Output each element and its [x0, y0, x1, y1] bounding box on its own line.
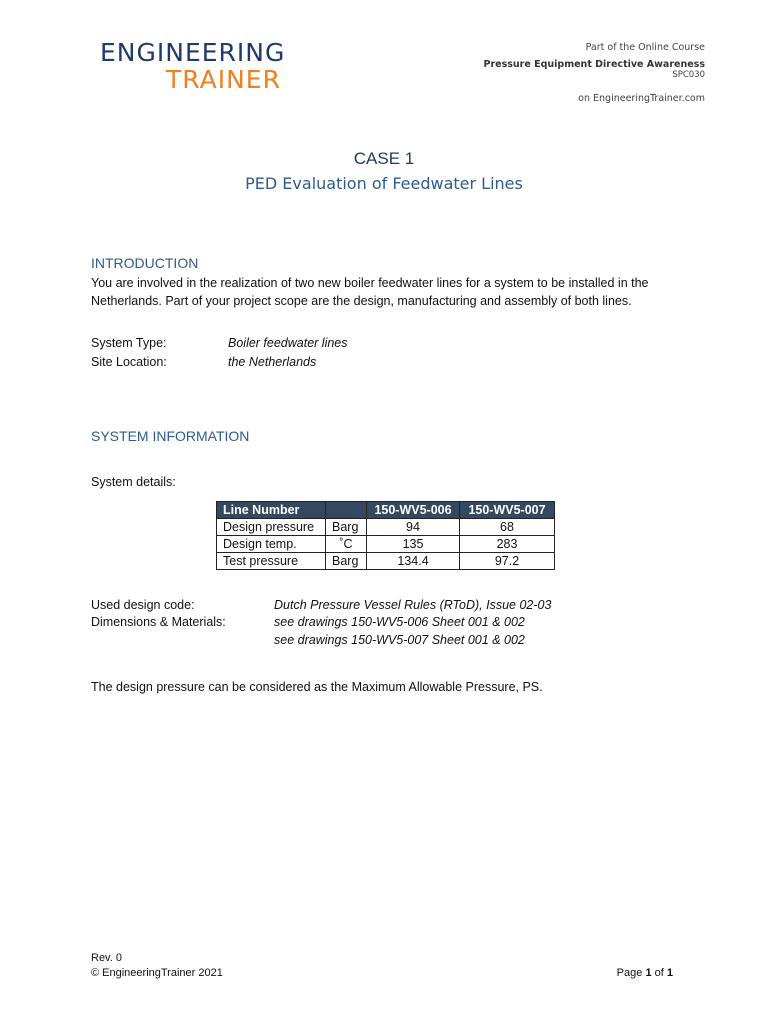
table-header-row [217, 502, 555, 519]
introduction-line-1: You are involved in the realization of two new boiler feedwater lines for a system to be installed in the [91, 276, 649, 290]
table-header-cell: 150-WV5-007 [460, 502, 555, 519]
table-row [217, 553, 555, 570]
table-cell: 135 [367, 536, 460, 553]
dimensions-label: Dimensions & Materials: [91, 615, 226, 629]
table-cell: 97.2 [460, 553, 555, 570]
table-cell: 134.4 [367, 553, 460, 570]
case-title: CASE 1 [353, 149, 415, 168]
logo-text-engineering: ENGINEERING [100, 38, 286, 67]
table-header-cell: 150-WV5-006 [367, 502, 460, 519]
system-type-value: Boiler feedwater lines [228, 336, 348, 350]
company-logo [100, 40, 285, 92]
table-row [217, 536, 555, 553]
system-details-table [216, 501, 555, 570]
table-header-cell: Line Number [217, 502, 326, 519]
course-code: SPC030 [672, 70, 705, 80]
table-header-cell [326, 502, 367, 519]
table-cell: ˚C [326, 536, 367, 553]
table-cell: 68 [460, 519, 555, 536]
introduction-line-2: Netherlands. Part of your project scope are the design, manufacturing and assembly of both lines. [91, 294, 632, 308]
course-site: on EngineeringTrainer.com [578, 93, 705, 104]
design-pressure-note: The design pressure can be considered as the Maximum Allowable Pressure, PS. [91, 680, 543, 694]
design-code-label: Used design code: [91, 598, 195, 612]
table-cell: Test pressure [217, 553, 326, 570]
page-current: 1 [645, 967, 652, 979]
table-cell: Design pressure [217, 519, 326, 536]
logo-text-trainer: TRAINER [166, 65, 281, 94]
table-cell: Barg [326, 553, 367, 570]
page-total: 1 [666, 967, 673, 979]
system-details-label: System details: [91, 475, 176, 489]
dimensions-value-1: see drawings 150-WV5-006 Sheet 001 & 002 [274, 615, 525, 629]
site-location-label: Site Location: [91, 355, 167, 369]
footer-copyright: © EngineeringTrainer 2021 [91, 967, 223, 979]
footer-revision: Rev. 0 [91, 952, 122, 964]
course-intro: Part of the Online Course [585, 42, 705, 53]
system-type-label: System Type: [91, 336, 167, 350]
course-info [484, 42, 706, 104]
footer-page-number [617, 967, 673, 979]
table-cell: Barg [326, 519, 367, 536]
table-row [217, 519, 555, 536]
dimensions-value-2: see drawings 150-WV5-007 Sheet 001 & 002 [274, 633, 525, 647]
table-cell: Design temp. [217, 536, 326, 553]
table-cell: 283 [460, 536, 555, 553]
site-location-value: the Netherlands [228, 355, 317, 369]
page-of: of [654, 967, 664, 979]
system-information-heading: SYSTEM INFORMATION [91, 428, 250, 444]
table-cell: 94 [367, 519, 460, 536]
design-code-value: Dutch Pressure Vessel Rules (RToD), Issue 02-03 [274, 598, 552, 612]
page-word: Page [616, 967, 643, 979]
introduction-heading: INTRODUCTION [91, 255, 199, 271]
case-subtitle: PED Evaluation of Feedwater Lines [245, 174, 523, 193]
course-title: Pressure Equipment Directive Awareness [483, 59, 705, 70]
